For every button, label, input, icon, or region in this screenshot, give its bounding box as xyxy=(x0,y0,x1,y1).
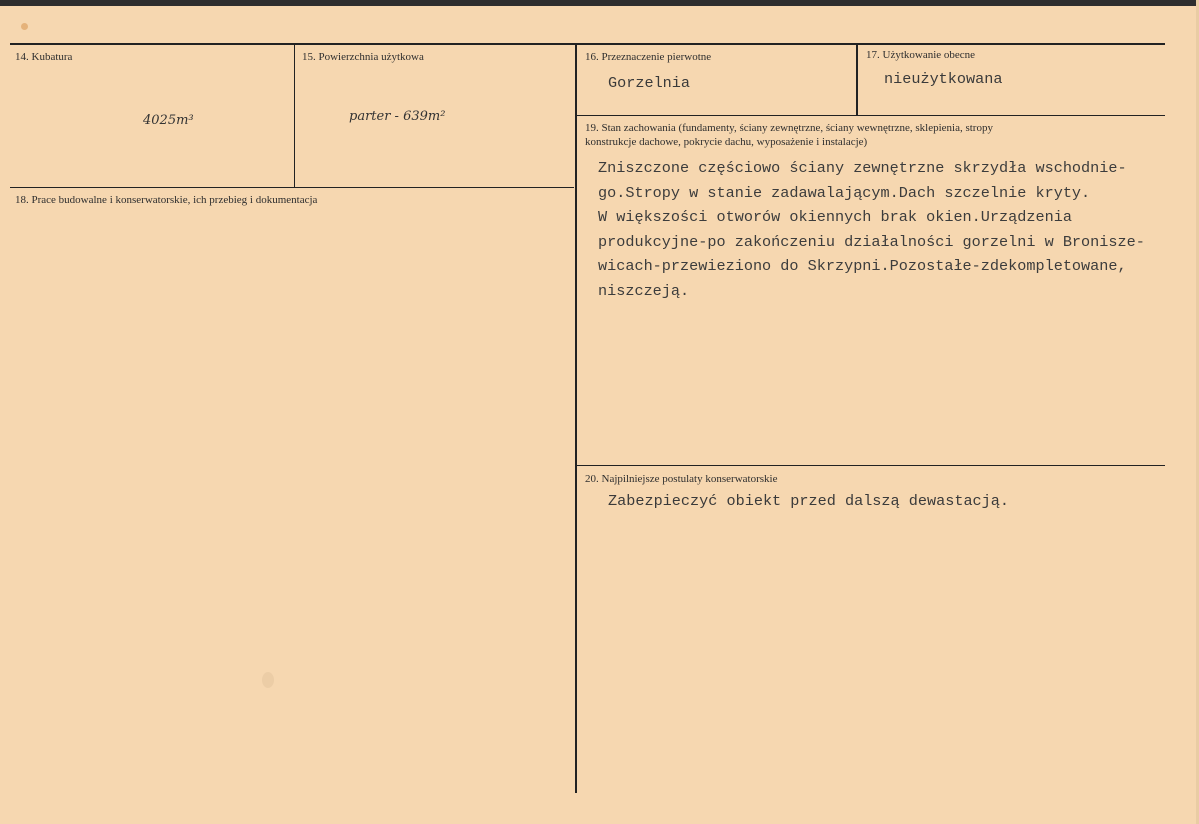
rule-under-16-17 xyxy=(577,115,1165,116)
field-16-label: 16. Przeznaczenie pierwotne xyxy=(585,51,712,63)
field-19-line: produkcyjne-po zakończeniu działalności gorzelni w Bronisze- xyxy=(598,232,1145,251)
scan-top-border xyxy=(0,0,1199,6)
field-19-line: Zniszczone częściowo ściany zewnętrzne skrzydła wschodnie- xyxy=(598,159,1127,177)
field-19-line: niszczeją. xyxy=(598,281,690,300)
field-19-line: go.Stropy w stanie zadawalającym.Dach szczelnie kryty. xyxy=(598,183,1091,202)
field-20-value: Zabezpieczyć obiekt przed dalszą dewastacją. xyxy=(608,492,1010,510)
field-14-value: 4025m³ xyxy=(143,113,194,128)
field-19-text xyxy=(598,156,1158,303)
field-16-value: Gorzelnia xyxy=(608,74,691,92)
divider-16-17 xyxy=(856,45,858,115)
top-rule xyxy=(10,43,1165,45)
rule-under-14-15 xyxy=(10,187,574,188)
field-20-label: 20. Najpilniejsze postulaty konserwatorskie xyxy=(585,473,778,485)
field-18-label: 18. Prace budowalne i konserwatorskie, ich przebieg i dokumentacja xyxy=(15,194,318,206)
field-14-label: 14. Kubatura xyxy=(15,51,73,63)
main-vertical-divider xyxy=(575,45,577,793)
field-19-label-line1: 19. Stan zachowania (fundamenty, ściany zewnętrzne, ściany wewnętrzne, sklepienia, stropy xyxy=(585,122,993,134)
divider-14-15 xyxy=(294,45,295,188)
rule-above-20 xyxy=(577,465,1165,466)
field-15-label: 15. Powierzchnia użytkowa xyxy=(302,51,424,63)
field-19-label-line2: konstrukcje dachowe, pokrycie dachu, wyposażenie i instalacje) xyxy=(585,136,868,148)
paper-smudge xyxy=(262,672,274,688)
field-19-line: W większości otworów okiennych brak okien.Urządzenia xyxy=(598,208,1072,226)
field-19-line: wicach-przewieziono do Skrzypni.Pozostałe-zdekompletowane, xyxy=(598,257,1127,275)
field-17-value: nieużytkowana xyxy=(884,70,1003,88)
field-17-label: 17. Użytkowanie obecne xyxy=(866,49,976,61)
field-15-value: parter - 639m² xyxy=(349,109,446,124)
paper-spot xyxy=(21,23,28,30)
